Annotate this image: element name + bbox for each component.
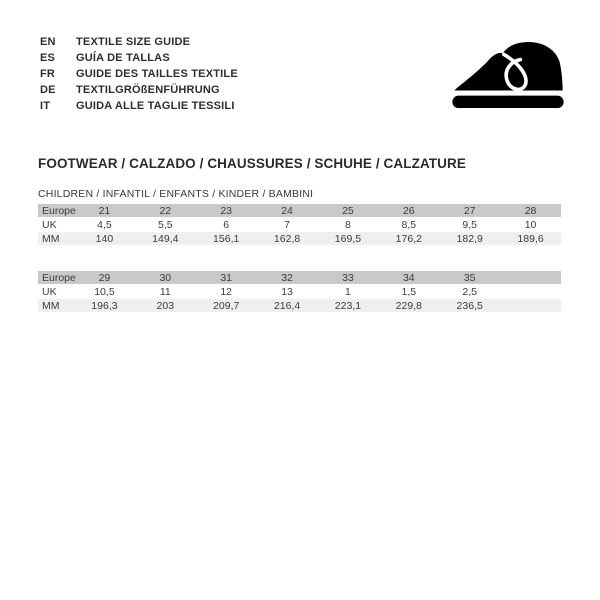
children-shoe-icon xyxy=(452,41,564,108)
lang-title: TEXTILGRÖßENFÜHRUNG xyxy=(76,84,220,96)
children-size-table-1 xyxy=(38,203,561,246)
size-value-cell: 196,3 xyxy=(74,299,135,312)
size-value-cell: 23 xyxy=(196,204,257,217)
size-value-cell: 140 xyxy=(74,232,135,245)
lang-code: ES xyxy=(40,52,56,64)
size-value-cell xyxy=(500,285,561,298)
size-value-cell: 22 xyxy=(135,204,196,217)
lang-code: DE xyxy=(40,84,56,96)
size-value-cell: 1 xyxy=(318,285,379,298)
size-value-cell: 229,8 xyxy=(378,299,439,312)
size-value-cell: 30 xyxy=(135,271,196,284)
size-value-cell: 156,1 xyxy=(196,232,257,245)
size-value-cell: 4,5 xyxy=(74,218,135,231)
size-value-cell: 12 xyxy=(196,285,257,298)
size-value-cell: 13 xyxy=(257,285,318,298)
row-label: UK xyxy=(38,285,74,298)
lang-row-fr xyxy=(40,66,238,82)
lang-title: GUÍA DE TALLAS xyxy=(76,52,170,64)
section-title: FOOTWEAR / CALZADO / CHAUSSURES / SCHUHE / CALZATURE xyxy=(38,156,466,171)
size-value-cell: 7 xyxy=(257,218,318,231)
size-value-cell: 6 xyxy=(196,218,257,231)
size-value-cell xyxy=(500,271,561,284)
size-value-cell: 8,5 xyxy=(378,218,439,231)
size-value-cell: 223,1 xyxy=(318,299,379,312)
lang-title: GUIDE DES TAILLES TEXTILE xyxy=(76,68,238,80)
size-value-cell: 8 xyxy=(318,218,379,231)
lang-code: FR xyxy=(40,68,56,80)
size-value-cell: 189,6 xyxy=(500,232,561,245)
lang-title: GUIDA ALLE TAGLIE TESSILI xyxy=(76,100,235,112)
size-value-cell: 10,5 xyxy=(74,285,135,298)
size-row-mm xyxy=(38,299,561,312)
row-label: Europe xyxy=(38,271,74,284)
size-value-cell: 10 xyxy=(500,218,561,231)
language-title-list xyxy=(40,34,238,114)
row-label: MM xyxy=(38,232,74,245)
size-value-cell: 11 xyxy=(135,285,196,298)
size-value-cell: 21 xyxy=(74,204,135,217)
size-value-cell: 169,5 xyxy=(318,232,379,245)
size-value-cell: 34 xyxy=(378,271,439,284)
size-value-cell: 31 xyxy=(196,271,257,284)
row-label: MM xyxy=(38,299,74,312)
row-label: UK xyxy=(38,218,74,231)
size-row-uk xyxy=(38,285,561,298)
size-value-cell xyxy=(500,299,561,312)
size-value-cell: 216,4 xyxy=(257,299,318,312)
size-value-cell: 32 xyxy=(257,271,318,284)
lang-title: TEXTILE SIZE GUIDE xyxy=(76,36,191,48)
lang-row-de xyxy=(40,82,238,98)
size-value-cell: 149,4 xyxy=(135,232,196,245)
lang-code: EN xyxy=(40,36,56,48)
lang-code: IT xyxy=(40,100,51,112)
lang-row-en xyxy=(40,34,238,50)
size-value-cell: 5,5 xyxy=(135,218,196,231)
children-size-table-2 xyxy=(38,270,561,313)
size-value-cell: 26 xyxy=(378,204,439,217)
size-value-cell: 25 xyxy=(318,204,379,217)
size-row-europe xyxy=(38,271,561,284)
size-value-cell: 33 xyxy=(318,271,379,284)
size-value-cell: 29 xyxy=(74,271,135,284)
size-row-europe xyxy=(38,204,561,217)
size-value-cell: 1,5 xyxy=(378,285,439,298)
size-value-cell: 203 xyxy=(135,299,196,312)
size-value-cell: 9,5 xyxy=(439,218,500,231)
lang-row-es xyxy=(40,50,238,66)
size-value-cell: 35 xyxy=(439,271,500,284)
size-value-cell: 2,5 xyxy=(439,285,500,298)
size-value-cell: 209,7 xyxy=(196,299,257,312)
size-value-cell: 162,8 xyxy=(257,232,318,245)
size-value-cell: 236,5 xyxy=(439,299,500,312)
size-value-cell: 27 xyxy=(439,204,500,217)
section-subtitle: CHILDREN / INFANTIL / ENFANTS / KINDER / BAMBINI xyxy=(38,188,314,200)
size-row-mm xyxy=(38,232,561,245)
size-value-cell: 28 xyxy=(500,204,561,217)
row-label: Europe xyxy=(38,204,74,217)
size-value-cell: 176,2 xyxy=(378,232,439,245)
lang-row-it xyxy=(40,98,238,114)
size-value-cell: 24 xyxy=(257,204,318,217)
size-value-cell: 182,9 xyxy=(439,232,500,245)
size-row-uk xyxy=(38,218,561,231)
